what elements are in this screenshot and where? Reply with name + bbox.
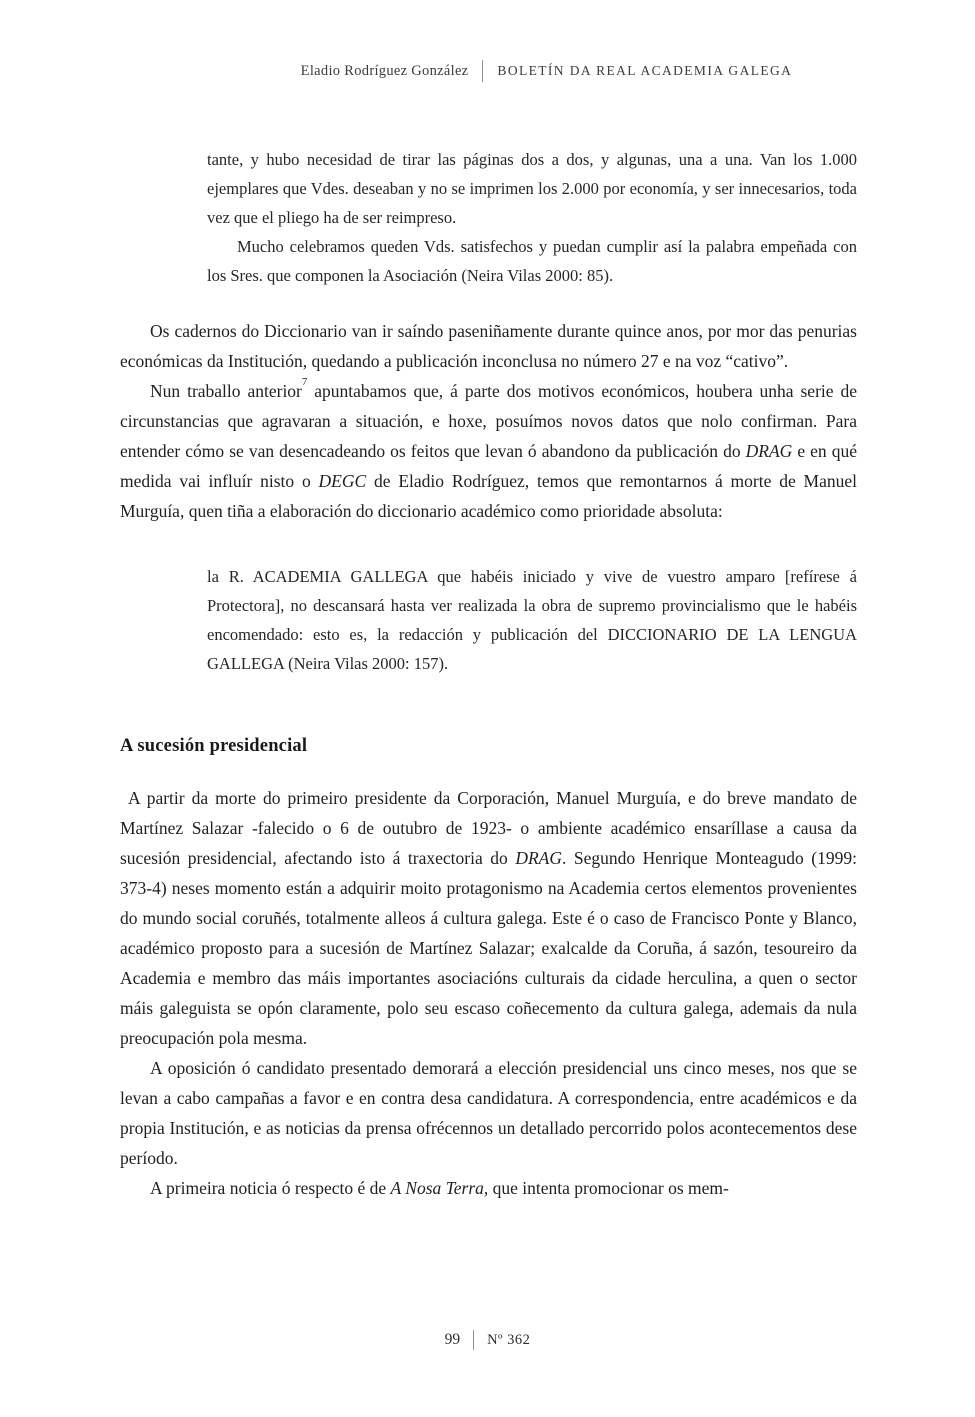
page-number: 99 xyxy=(444,1331,461,1348)
body-paragraph: A oposición ó candidato presentado demorará a elección presidencial uns cinco meses, nos que se levan a cabo campañas a favor e en contra desa candidatura. A correspondencia, entre académicos e da propia Institución, e as noticias da prensa ofrécennos un detallado percorrido polos acontecementos dese período. xyxy=(120,1058,857,1168)
page-footer xyxy=(0,1330,975,1350)
quote-paragraph: la R. ACADEMIA GALLEGA que habéis iniciado y vive de vuestro amparo [refírese á Protectora], no descansará hasta ver realizada la obra de supremo provincialismo que le habéis encomendado: esto es, la redacción y publicación del DICCIONARIO DE LA LENGUA GALLEGA (Neira Vilas 2000: 157). xyxy=(207,567,857,673)
quote-paragraph: tante, y hubo necesidad de tirar las páginas dos a dos, y algunas, una a una. Van los 1.000 ejemplares que Vdes. deseaban y no se imprimen los 2.000 por economía, y ser innecesarios, toda vez que el pliego ha de ser reimpreso. xyxy=(207,150,857,227)
page-body xyxy=(120,145,857,1203)
running-header-journal: BOLETÍN DA REAL ACADEMIA GALEGA xyxy=(497,63,793,78)
body-paragraph: A partir da morte do primeiro presidente da Corporación, Manuel Murguía, e do breve mandato de Martínez Salazar -falecido o 6 de outubro de 1923- o ambiente académico ensaríllase a causa da sucesión presidencial, afectando isto á traxectoria do DRAG. Segundo Henrique Monteagudo (1999: 373-4) neses momento están a adquirir moito protagonismo na Academia certos elementos provenientes do mundo social coruñés, totalmente alleos á cultura galega. Este é o caso de Francisco Ponte y Blanco, académico proposto para a sucesión de Martínez Salazar; exalcalde da Coruña, á sazón, tesoureiro da Academia e membro das máis importantes asociacións culturais da cidade herculina, a quen o sector máis galeguista se opón claramente, polo seu escaso coñecemento da cultura galega, ademais da nula preocupación pola mesma. xyxy=(120,788,857,1048)
header-divider xyxy=(482,60,483,82)
block-quote-letter xyxy=(207,145,857,290)
footer-divider xyxy=(473,1330,474,1350)
section-heading: A sucesión presidencial xyxy=(120,736,308,756)
running-header-author: Eladio Rodríguez González xyxy=(300,62,469,79)
body-paragraph: A primeira noticia ó respecto é de A Nosa Terra, que intenta promocionar os mem- xyxy=(150,1178,729,1198)
body-paragraph: Os cadernos do Diccionario van ir saíndo paseniñamente durante quince anos, por mor das penurias económicas da Institución, quedando a publicación inconclusa no número 27 e na voz “cativo”. xyxy=(120,321,857,371)
block-quote-citation xyxy=(207,562,857,678)
issue-number: Nº 362 xyxy=(487,1331,531,1348)
quote-paragraph: Mucho celebramos queden Vds. satisfechos y puedan cumplir así la palabra empeñada con los Sres. que componen la Asociación (Neira Vilas 2000: 85). xyxy=(207,237,857,285)
page-header xyxy=(120,60,857,82)
body-paragraph: Nun traballo anterior$^7$ apuntabamos que, á parte dos motivos económicos, houbera unha serie de circunstancias que agravaran a situación, e hoxe, posuímos novos datos que nolo confirman. Para entender cómo se van desencadeando os feitos que levan ó abandono da publicación do DRAG e en qué medida vai influír nisto o DEGC de Eladio Rodríguez, temos que remontarnos á morte de Manuel Murguía, quen tiña a elaboración do diccionario académico como prioridade absoluta: xyxy=(120,376,858,521)
